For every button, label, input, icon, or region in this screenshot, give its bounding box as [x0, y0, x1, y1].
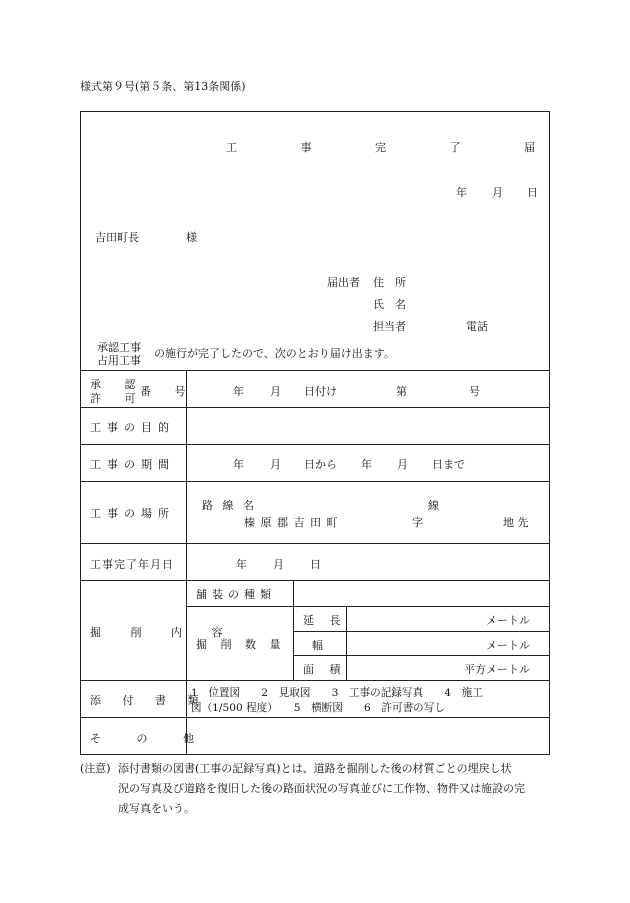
excavation-sqm: 平方メートル — [464, 663, 530, 676]
purpose-label: 工事の目的 — [90, 421, 175, 434]
completion-year: 年 — [236, 558, 247, 571]
applicant-name: 氏 名 — [373, 298, 406, 311]
form-id: 様式第９号(第５条、第13条関係) — [80, 80, 246, 93]
attachments-line2: 図（1/500 程度） 5 横断図 6 許可書の写し — [191, 702, 445, 714]
note-line2: 況の写真及び道路を復旧した後の路面状況の写真並びに工作物、物件又は施設の完 — [118, 782, 525, 795]
excavation-area: 面 積 — [303, 663, 347, 676]
date-month: 月 — [492, 186, 503, 199]
permit-label-top: 承 認 — [90, 378, 146, 391]
permit-year: 年 — [233, 385, 244, 398]
attachments-label: 添 付 書 類 — [90, 694, 208, 707]
excavation-meter-length: メートル — [486, 614, 530, 627]
completion-month: 月 — [273, 558, 284, 571]
period-label: 工事の期間 — [90, 458, 175, 471]
excavation-meter-width: メートル — [486, 639, 530, 652]
place-route: 路 線 名 — [202, 499, 257, 512]
addressee-name: 吉田町長 — [95, 231, 139, 244]
period-to: 日まで — [432, 458, 465, 471]
permit-label-number: 番 号 — [140, 385, 196, 398]
excavation-paving: 舗装の種類 — [196, 588, 276, 601]
permit-go: 号 — [469, 385, 480, 398]
permit-dated: 日付け — [304, 385, 337, 398]
applicant-address: 住 所 — [373, 276, 406, 289]
note-line1: 添付書類の図書(工事の記録写真)とは、道路を掘削した後の材質ごとの埋戻し状 — [118, 762, 512, 775]
period-month2: 月 — [397, 458, 408, 471]
place-chisaki: 地 先 — [503, 516, 529, 529]
excavation-width: 幅 — [312, 639, 323, 652]
period-from: 日から — [304, 458, 337, 471]
other-label: そ の 他 — [90, 732, 210, 745]
intro-approval: 承認工事 — [97, 341, 141, 354]
excavation-length: 延 長 — [303, 614, 347, 627]
period-month1: 月 — [270, 458, 281, 471]
date-year: 年 — [456, 186, 467, 199]
period-year2: 年 — [361, 458, 372, 471]
completion-label: 工事完了年月日 — [90, 558, 174, 571]
applicant-contact: 担当者 — [373, 320, 406, 333]
attachments-line1: 1 位置図 2 見取図 3 工事の記録写真 4 施工 — [191, 687, 483, 699]
note-line3: 成写真をいう。 — [118, 802, 195, 815]
intro-occupancy: 占用工事 — [97, 354, 141, 367]
place-label: 工事の場所 — [90, 507, 175, 520]
permit-label-bottom: 許 可 — [90, 392, 146, 405]
form-title: 工 事 完 了 届 — [226, 141, 565, 154]
permit-no: 第 — [396, 385, 407, 398]
place-district: 榛 原 郡 吉 田 町 — [244, 516, 339, 529]
completion-day: 日 — [310, 558, 321, 571]
addressee-honorific: 様 — [186, 231, 197, 244]
place-aza: 字 — [412, 516, 423, 529]
excavation-quantity: 掘 削 数 量 — [196, 638, 286, 651]
excavation-label: 掘 削 内 容 — [90, 626, 236, 639]
permit-month: 月 — [270, 385, 281, 398]
applicant-label: 届出者 — [327, 276, 360, 289]
intro-text: の施行が完了したので、次のとおり届け出ます。 — [154, 347, 395, 360]
date-day: 日 — [527, 186, 538, 199]
place-line: 線 — [428, 499, 439, 512]
note-label: (注意) — [80, 762, 111, 775]
applicant-phone: 電話 — [466, 320, 488, 333]
period-year1: 年 — [233, 458, 244, 471]
